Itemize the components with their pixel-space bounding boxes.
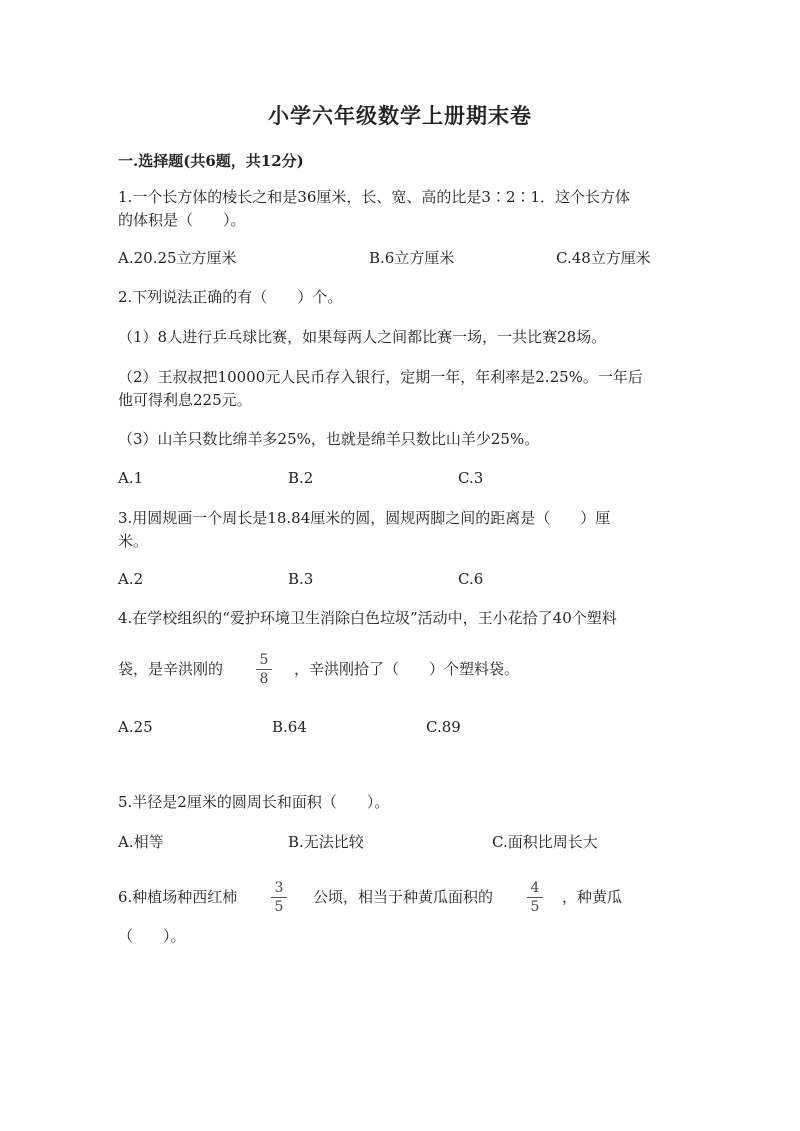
fraction-four-fifths — [527, 880, 543, 915]
question-1-line-1: 1.一个长方体的棱长之和是36厘米，长、宽、高的比是3∶2∶1．这个长方体 — [118, 188, 631, 206]
fraction-denominator: 5 — [274, 899, 284, 915]
question-3-option-b: B.3 — [288, 570, 314, 588]
question-2-stem: 2.下列说法正确的有（ ）个。 — [118, 288, 343, 306]
question-2-statement-2-line-2: 他可得利息225元。 — [118, 391, 252, 409]
question-2-option-b: B.2 — [288, 469, 314, 487]
question-3-option-a: A.2 — [118, 570, 144, 588]
fraction-three-fifths — [271, 880, 287, 915]
question-4-option-a: A.25 — [118, 718, 153, 736]
question-6-text-before-fraction-1: 6.种植场种西红柿 — [118, 888, 238, 906]
question-6-line-2: （ ）。 — [118, 927, 186, 945]
fraction-numerator: 5 — [259, 652, 269, 668]
page-title: 小学六年级数学上册期末卷 — [268, 103, 532, 128]
fraction-denominator: 5 — [530, 899, 540, 915]
fraction-bar — [527, 897, 543, 898]
question-3-line-1: 3.用圆规画一个周长是18.84厘米的圆，圆规两脚之间的距离是（ ）厘 — [118, 509, 611, 527]
question-2-statement-3: （3）山羊只数比绵羊多25%，也就是绵羊只数比山羊少25%。 — [118, 430, 540, 448]
question-3-option-c: C.6 — [458, 570, 484, 588]
fraction-bar — [271, 897, 287, 898]
question-2-option-c: C.3 — [458, 469, 484, 487]
question-6-text-after-fraction-2: ，种黄瓜 — [562, 888, 623, 906]
question-2-statement-1: （1）8人进行乒乓球比赛，如果每两人之间都比赛一场，一共比赛28场。 — [118, 328, 607, 346]
fraction-bar — [256, 669, 272, 670]
question-3-line-2: 米。 — [118, 532, 149, 550]
question-4-line-2-after-fraction: ，辛洪刚拾了（ ）个塑料袋。 — [294, 660, 520, 678]
question-4-line-2-before-fraction: 袋，是辛洪刚的 — [118, 660, 224, 678]
question-4-option-b: B.64 — [272, 718, 307, 736]
question-1-line-2: 的体积是（ ）。 — [118, 211, 246, 229]
question-2-option-a: A.1 — [118, 469, 144, 487]
question-4-line-1: 4.在学校组织的“爱护环境卫生消除白色垃圾”活动中，王小花拾了40个塑料 — [118, 609, 617, 627]
question-2-statement-2-line-1: （2）王叔叔把10000元人民币存入银行，定期一年，年利率是2.25%。一年后 — [118, 368, 643, 386]
question-1-option-b: B.6立方厘米 — [369, 249, 455, 267]
question-5-stem: 5.半径是2厘米的圆周长和面积（ ）。 — [118, 793, 390, 811]
question-4-option-c: C.89 — [426, 718, 461, 736]
question-1-option-c: C.48立方厘米 — [556, 249, 651, 267]
fraction-numerator: 4 — [530, 880, 540, 896]
section-heading: 一.选择题(共6题，共12分) — [118, 152, 304, 170]
question-5-option-a: A.相等 — [118, 833, 164, 851]
fraction-denominator: 8 — [259, 671, 269, 687]
question-5-option-b: B.无法比较 — [288, 833, 364, 851]
fraction-five-eighths — [256, 652, 272, 687]
question-5-option-c: C.面积比周长大 — [492, 833, 598, 851]
question-6-text-between-fractions: 公顷，相当于种黄瓜面积的 — [313, 888, 494, 906]
question-1-option-a: A.20.25立方厘米 — [118, 249, 237, 267]
fraction-numerator: 3 — [274, 880, 284, 896]
